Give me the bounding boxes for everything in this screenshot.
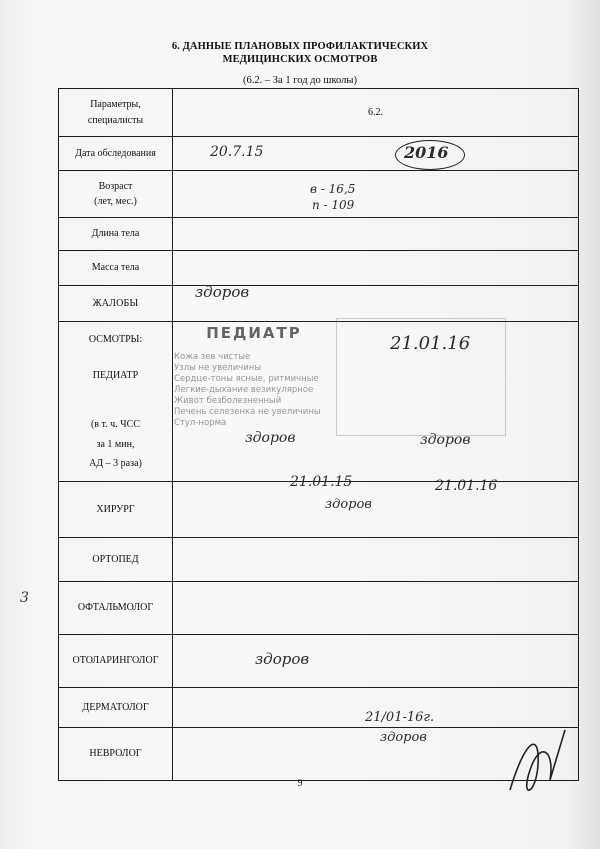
table-row-otolaryngologist [59, 635, 579, 688]
param-label-2: специалисты [87, 114, 144, 126]
neurologist-value[interactable] [173, 728, 579, 781]
pediatrician-value[interactable] [173, 322, 579, 482]
ophthalmologist-value[interactable] [173, 582, 579, 635]
ped-note-3: АД – 3 раза) [89, 458, 142, 469]
pediatrician-label: ПЕДИАТР [92, 369, 139, 381]
weight-value[interactable] [173, 251, 579, 286]
surgeon-value[interactable] [173, 482, 579, 538]
height-value[interactable] [173, 218, 579, 251]
table-row-ophthalmologist [59, 582, 579, 635]
height-label: Длина тела [59, 218, 173, 251]
age-label-cell [59, 171, 173, 218]
ped-note-2: за 1 мин, [96, 438, 135, 450]
complaints-label: ЖАЛОБЫ [59, 286, 173, 322]
otolaryngologist-value[interactable] [173, 635, 579, 688]
complaints-value[interactable] [173, 286, 579, 322]
exams-label: ОСМОТРЫ: [88, 334, 143, 345]
table-row-height [59, 218, 579, 251]
handwritten-neuro-date: 21/01-16г. [365, 710, 435, 725]
document-title-line1: 6. ДАННЫЕ ПЛАНОВЫХ ПРОФИЛАКТИЧЕСКИХ [171, 41, 429, 52]
table-row-dermatologist [59, 688, 579, 728]
handwritten-surgeon-date-1: 21.01.15 [290, 474, 353, 490]
exams-label-cell [59, 322, 173, 482]
handwritten-height-2: п - 109 [312, 198, 355, 212]
otolaryngologist-label: ОТОЛАРИНГОЛОГ [59, 635, 173, 688]
pediatrician-stamp-body: Кожа зев чистые Узлы не увеличины Сердце-тоны ясные, ритмичные Легкие-дыхание везикулярное Живот безболезненный Печень селезенка не увеличины Стул-норма [174, 352, 321, 428]
exam-table [58, 88, 579, 781]
table-row-neurologist [59, 728, 579, 781]
handwritten-ped-date: 21.01.16 [390, 333, 471, 354]
exam-date-value[interactable] [173, 137, 579, 171]
dermatologist-value[interactable] [173, 688, 579, 728]
handwritten-year: 2016 [404, 143, 449, 162]
handwritten-ped-note-left: здоров [245, 430, 296, 446]
orthopedist-value[interactable] [173, 538, 579, 582]
table-row-weight [59, 251, 579, 286]
handwritten-date: 20.7.15 [210, 144, 264, 160]
neurologist-label: НЕВРОЛОГ [59, 728, 173, 781]
param-label-cell [59, 89, 173, 137]
age-value[interactable] [173, 171, 579, 218]
table-row-complaints [59, 286, 579, 322]
handwritten-complaints: здоров [195, 283, 250, 301]
orthopedist-label: ОРТОПЕД [59, 538, 173, 582]
ped-note-1: (в т. ч. ЧСС [90, 419, 141, 430]
table-row-exams [59, 322, 579, 482]
weight-label: Масса тела [59, 251, 173, 286]
handwritten-surgeon-note: здоров [325, 497, 372, 512]
dermatologist-label: ДЕРМАТОЛОГ [59, 688, 173, 728]
table-row-surgeon [59, 482, 579, 538]
handwritten-neuro-note: здоров [380, 730, 427, 745]
table-row-exam-date [59, 137, 579, 171]
handwritten-ent-note: здоров [255, 650, 310, 668]
column-value-header: 6.2. [173, 89, 579, 137]
age-label-2: (лет, мес.) [94, 196, 137, 207]
exam-date-label: Дата обследования [59, 137, 173, 171]
table-row-age [59, 171, 579, 218]
param-label-1: Параметры, [90, 99, 141, 110]
age-label-1: Возраст [98, 180, 133, 192]
pediatrician-stamp-title: ПЕДИАТР [206, 324, 302, 342]
page-number: 9 [297, 778, 303, 789]
document-subtitle: (6.2. – За 1 год до школы) [243, 75, 357, 86]
surgeon-label: ХИРУРГ [59, 482, 173, 538]
table-row-orthopedist [59, 538, 579, 582]
table-row-header [59, 89, 579, 137]
handwritten-height-1: в - 16,5 [310, 182, 356, 196]
handwritten-ped-note-right: здоров [420, 432, 471, 448]
margin-mark: 3 [20, 590, 29, 606]
handwritten-surgeon-date-2: 21.01.16 [435, 478, 498, 494]
document-title-line2: МЕДИЦИНСКИХ ОСМОТРОВ [222, 54, 378, 65]
ophthalmologist-label: ОФТАЛЬМОЛОГ [59, 582, 173, 635]
